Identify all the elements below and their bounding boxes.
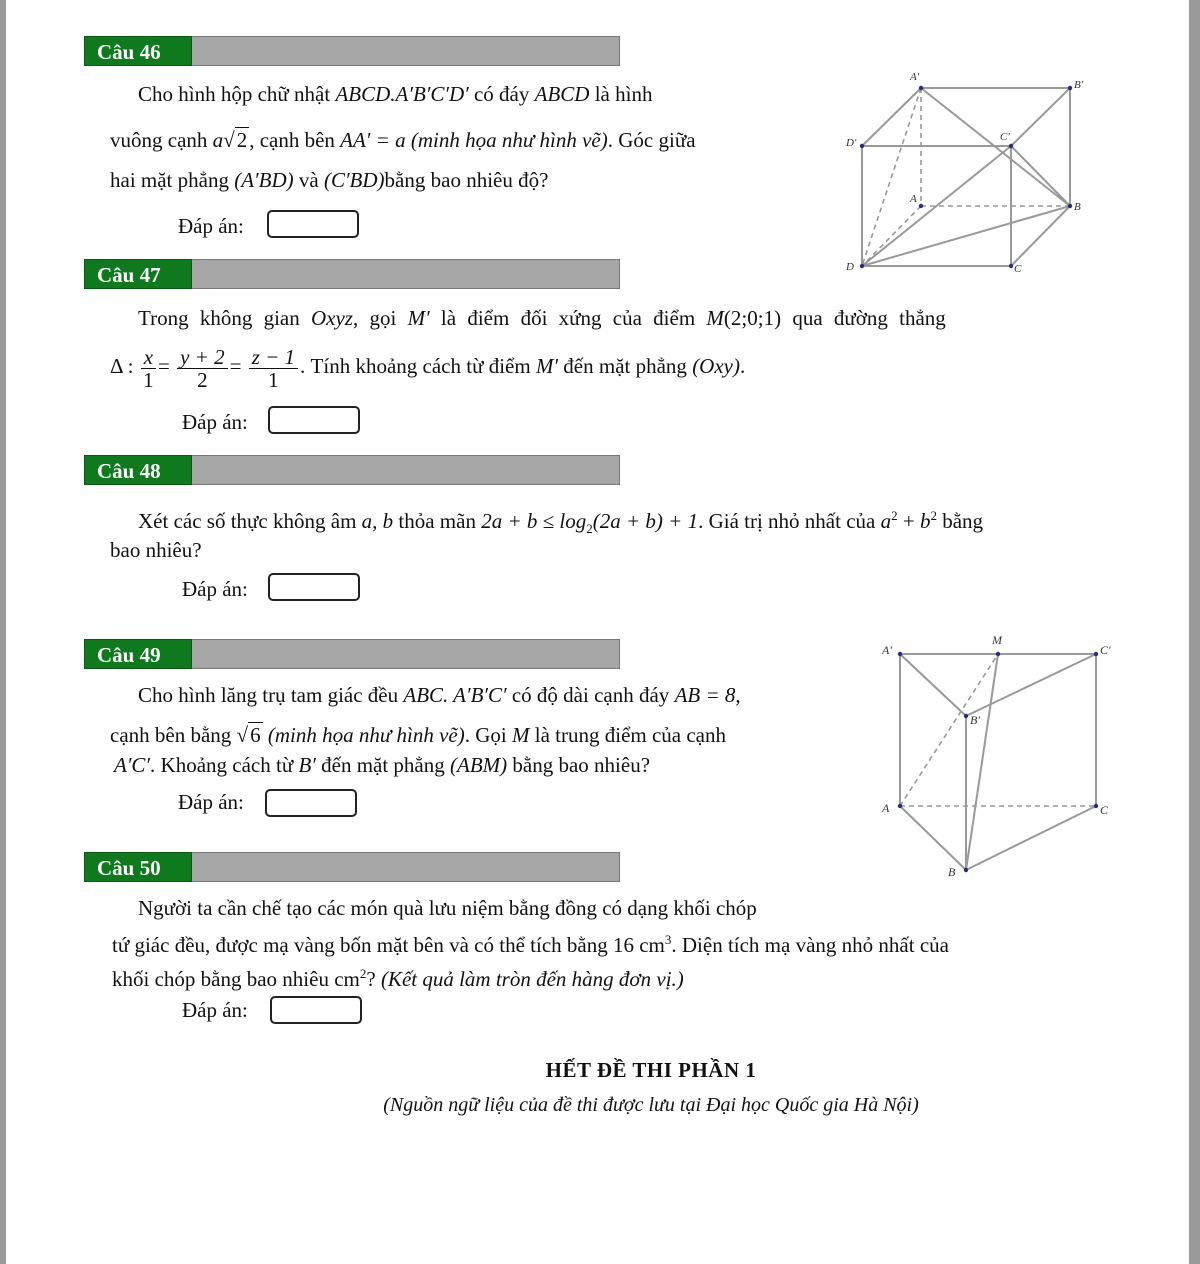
question-49-label: Câu 49 xyxy=(84,639,192,669)
q46-line-1: Cho hình hộp chữ nhật ABCD.A′B′C′D′ có đáy ABCD là hình xyxy=(138,82,653,106)
header-bar xyxy=(192,852,620,882)
header-bar xyxy=(192,259,620,289)
label-b-prime: B' xyxy=(970,713,980,727)
q50-line-2: tứ giác đều, được mạ vàng bốn mặt bên và có thể tích bằng 16 $cm^3$. Diện tích mạ vàng nhỏ nhất của xyxy=(112,932,949,957)
end-of-part-title: HẾT ĐỀ THI PHẦN 1 xyxy=(545,1058,757,1082)
q49-answer-box[interactable] xyxy=(265,789,357,817)
label-a: A xyxy=(910,193,917,205)
header-bar xyxy=(192,639,620,669)
label-a-prime: A' xyxy=(910,71,920,83)
question-48-header xyxy=(84,455,620,485)
q49-prism-figure xyxy=(874,628,1124,886)
q46-line-3: hai mặt phẳng (A′BD) và (C′BD)bằng bao nhiêu độ? xyxy=(110,168,549,192)
label-c-prime: C' xyxy=(1000,131,1010,143)
label-d: D xyxy=(846,261,854,273)
q48-answer-box[interactable] xyxy=(268,573,360,601)
question-46-header xyxy=(84,36,620,66)
source-note: (Nguồn ngữ liệu của đề thi được lưu tại Đại học Quốc gia Hà Nội) xyxy=(383,1094,919,1116)
fraction-x: $\frac{x}{1}$ xyxy=(141,346,156,391)
question-50-label: Câu 50 xyxy=(84,852,192,882)
question-47-label: Câu 47 xyxy=(84,259,192,289)
label-b: B xyxy=(948,865,956,879)
header-bar xyxy=(192,455,620,485)
question-50-header xyxy=(84,852,620,882)
q49-line-2: cạnh bên bằng √6 (minh họa như hình vẽ). Gọi M là trung điểm của cạnh xyxy=(110,723,727,747)
fraction-z: $\frac{z - 1}{1}$ xyxy=(249,346,298,391)
q50-line-3: khối chóp bằng bao nhiêu $cm^2$? (Kết quả làm tròn đến hàng đơn vị.) xyxy=(112,966,684,991)
question-47-header xyxy=(84,259,620,289)
q49-answer-label: Đáp án: xyxy=(178,790,244,814)
q46-answer-box[interactable] xyxy=(267,210,359,238)
label-b-prime: B' xyxy=(1074,79,1084,91)
q50-line-1: Người ta cần chế tạo các món quà lưu niệm bằng đồng có dạng khối chóp xyxy=(138,896,757,920)
header-bar xyxy=(192,36,620,66)
label-c-prime: C' xyxy=(1100,643,1111,657)
question-48-label: Câu 48 xyxy=(84,455,192,485)
q46-box-figure xyxy=(842,64,1092,279)
q47-answer-label: Đáp án: xyxy=(182,410,248,434)
q47-line-2: Δ : $\frac{x}{1}$ = $\frac{y + 2}{2}$ = $\frac{z - 1}{1}$ . Tính khoảng cách từ điểm M′ đến mặt phẳng (Oxy). xyxy=(110,344,746,392)
q49-line-1: Cho hình lăng trụ tam giác đều ABC. A′B′C′ có độ dài cạnh đáy AB = 8, xyxy=(138,683,741,707)
label-d-prime: D' xyxy=(846,137,857,149)
q50-answer-box[interactable] xyxy=(270,996,362,1024)
label-c: C xyxy=(1014,263,1022,275)
q48-line-1: Xét các số thực không âm a, b thỏa mãn $2a + b \le \log_2(2a + b) + 1$. Giá trị nhỏ nhất của $a^2 + b^2$ bằng xyxy=(138,508,984,537)
fraction-y: $\frac{y + 2}{2}$ xyxy=(177,346,228,391)
label-b: B xyxy=(1074,201,1081,213)
question-46-label: Câu 46 xyxy=(84,36,192,66)
question-49-header xyxy=(84,639,620,669)
label-m: M xyxy=(992,633,1002,647)
q46-answer-label: Đáp án: xyxy=(178,214,244,238)
q47-line-1: Trong không gian Oxyz, gọi M′ là điểm đối xứng của điểm M(2;0;1) qua đường thẳng xyxy=(138,306,946,330)
q47-answer-box[interactable] xyxy=(268,406,360,434)
q46-line-2: vuông cạnh a√2, cạnh bên AA′ = a (minh họa như hình vẽ). Góc giữa xyxy=(110,128,696,152)
q49-line-3: A′C′. Khoảng cách từ B′ đến mặt phẳng (ABM) bằng bao nhiêu? xyxy=(114,753,651,777)
label-a-prime: A' xyxy=(882,643,892,657)
document-page xyxy=(6,0,1189,1264)
label-a: A xyxy=(882,801,890,815)
q50-answer-label: Đáp án: xyxy=(182,998,248,1022)
q48-line-2: bao nhiêu? xyxy=(110,538,202,562)
label-c: C xyxy=(1100,803,1109,817)
q48-answer-label: Đáp án: xyxy=(182,577,248,601)
